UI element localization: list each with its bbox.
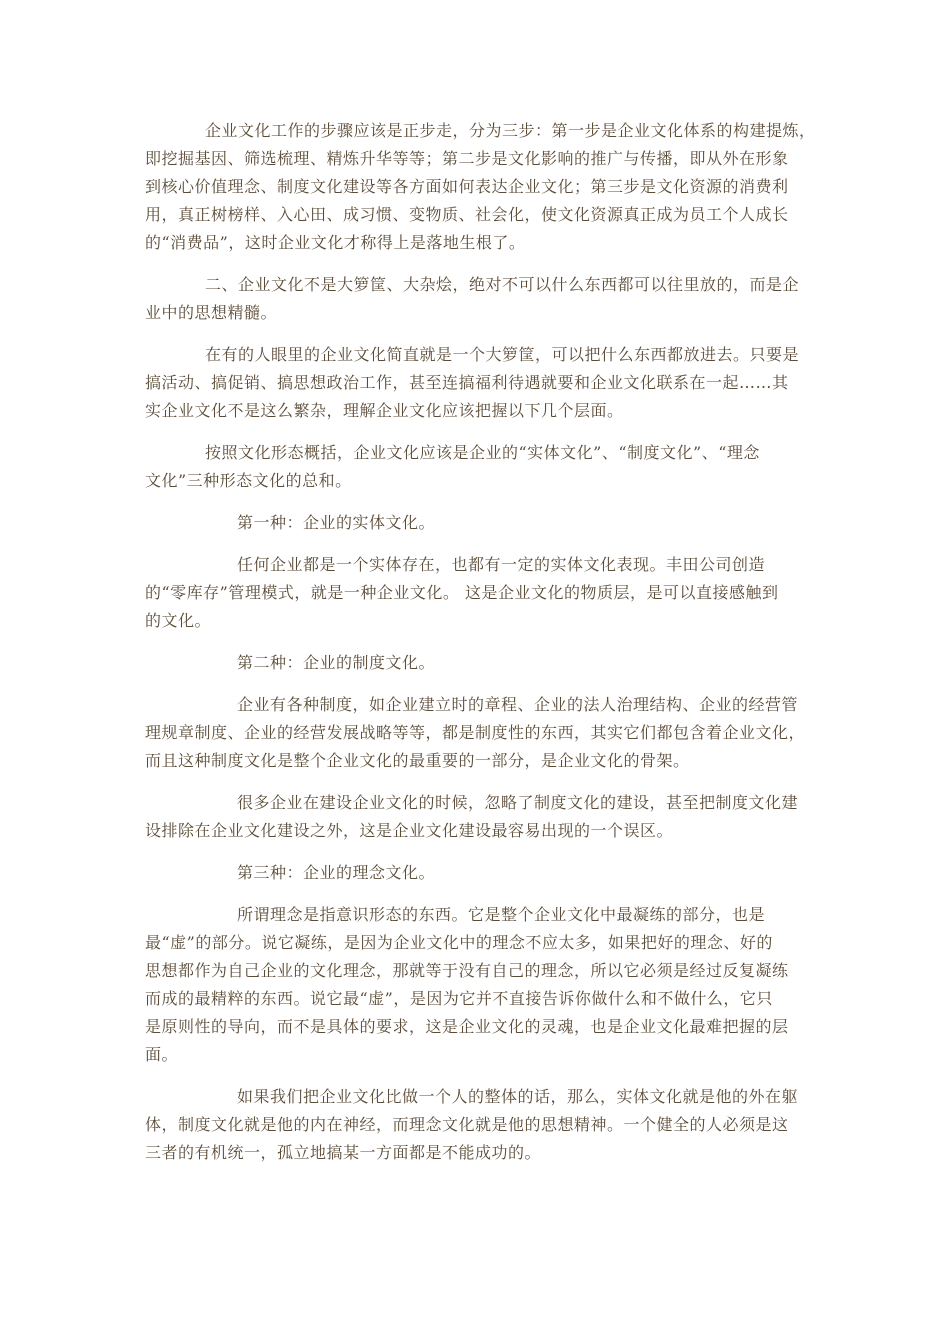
text-line: 即挖掘基因、筛选梳理、精炼升华等等；第二步是文化影响的推广与传播，即从外在形象 — [145, 149, 789, 168]
document-body — [145, 117, 825, 1181]
text-line: 第三种：企业的理念文化。 — [237, 863, 436, 882]
text-line: 所谓理念是指意识形态的东西。它是整个企业文化中最凝练的部分，也是 — [237, 905, 766, 924]
text-line: 的文化。 — [145, 611, 212, 630]
paragraph — [145, 649, 825, 677]
paragraph — [145, 117, 825, 257]
text-line: 思想都作为自己企业的文化理念，那就等于没有自己的理念，所以它必须是经过反复凝练 — [145, 961, 789, 980]
text-line: 面。 — [145, 1045, 179, 1064]
text-line: 文化”三种形态文化的总和。 — [145, 471, 352, 490]
text-line: 在有的人眼里的企业文化简直就是一个大箩筐，可以把什么东西都放进去。只要是 — [205, 345, 800, 364]
text-line: 而成的最精粹的东西。说它最“虚”，是因为它并不直接告诉你做什么和不做什么，它只 — [145, 989, 773, 1008]
paragraph — [145, 271, 825, 327]
text-line: 是原则性的导向，而不是具体的要求，这是企业文化的灵魂，也是企业文化最难把握的层 — [145, 1017, 789, 1036]
text-line: 体，制度文化就是他的内在神经，而理念文化就是他的思想精神。一个健全的人必须是这 — [145, 1115, 789, 1134]
text-line: 很多企业在建设企业文化的时候，忽略了制度文化的建设，甚至把制度文化建 — [237, 793, 799, 812]
paragraph — [145, 789, 825, 845]
paragraph — [145, 439, 825, 495]
text-line: 企业有各种制度，如企业建立时的章程、企业的法人治理结构、企业的经营管 — [237, 695, 799, 714]
paragraph — [145, 901, 825, 1069]
text-line: 企业文化工作的步骤应该是正步走，分为三步：第一步是企业文化体系的构建提炼， — [205, 121, 816, 140]
text-line: 任何企业都是一个实体存在，也都有一定的实体文化表现。丰田公司创造 — [237, 555, 766, 574]
text-line: 业中的思想精髓。 — [145, 303, 278, 322]
text-line: 三者的有机统一，孤立地搞某一方面都是不能成功的。 — [145, 1143, 542, 1162]
text-line: 第一种：企业的实体文化。 — [237, 513, 436, 532]
text-line: 用，真正树榜样、入心田、成习惯、变物质、社会化，使文化资源真正成为员工个人成长 — [145, 205, 789, 224]
paragraph — [145, 859, 825, 887]
text-line: 的“消费品”，这时企业文化才称得上是落地生根了。 — [145, 233, 526, 252]
text-line: 而且这种制度文化是整个企业文化的最重要的一部分，是企业文化的骨架。 — [145, 751, 690, 770]
text-line: 搞活动、搞促销、搞思想政治工作，甚至连搞福利待遇就要和企业文化联系在一起……其 — [145, 373, 789, 392]
text-line: 到核心价值理念、制度文化建设等各方面如何表达企业文化；第三步是文化资源的消费利 — [145, 177, 789, 196]
text-line: 第二种：企业的制度文化。 — [237, 653, 436, 672]
paragraph — [145, 509, 825, 537]
text-line: 理规章制度、企业的经营发展战略等等，都是制度性的东西，其实它们都包含着企业文化， — [145, 723, 806, 742]
text-line: 最“虚”的部分。说它凝练，是因为企业文化中的理念不应太多，如果把好的理念、好的 — [145, 933, 773, 952]
paragraph — [145, 1083, 825, 1167]
text-line: 设排除在企业文化建设之外，这是企业文化建设最容易出现的一个误区。 — [145, 821, 674, 840]
text-line: 实企业文化不是这么繁杂，理解企业文化应该把握以下几个层面。 — [145, 401, 624, 420]
text-line: 如果我们把企业文化比做一个人的整体的话，那么，实体文化就是他的外在躯 — [237, 1087, 799, 1106]
text-line: 二、企业文化不是大箩筐、大杂烩，绝对不可以什么东西都可以往里放的，而是企 — [205, 275, 800, 294]
paragraph — [145, 341, 825, 425]
text-line: 的“零库存”管理模式，就是一种企业文化。 这是企业文化的物质层，是可以直接感触到 — [145, 583, 779, 602]
text-line: 按照文化形态概括，企业文化应该是企业的“实体文化”、“制度文化”、“理念 — [205, 443, 760, 462]
paragraph — [145, 551, 825, 635]
paragraph — [145, 691, 825, 775]
